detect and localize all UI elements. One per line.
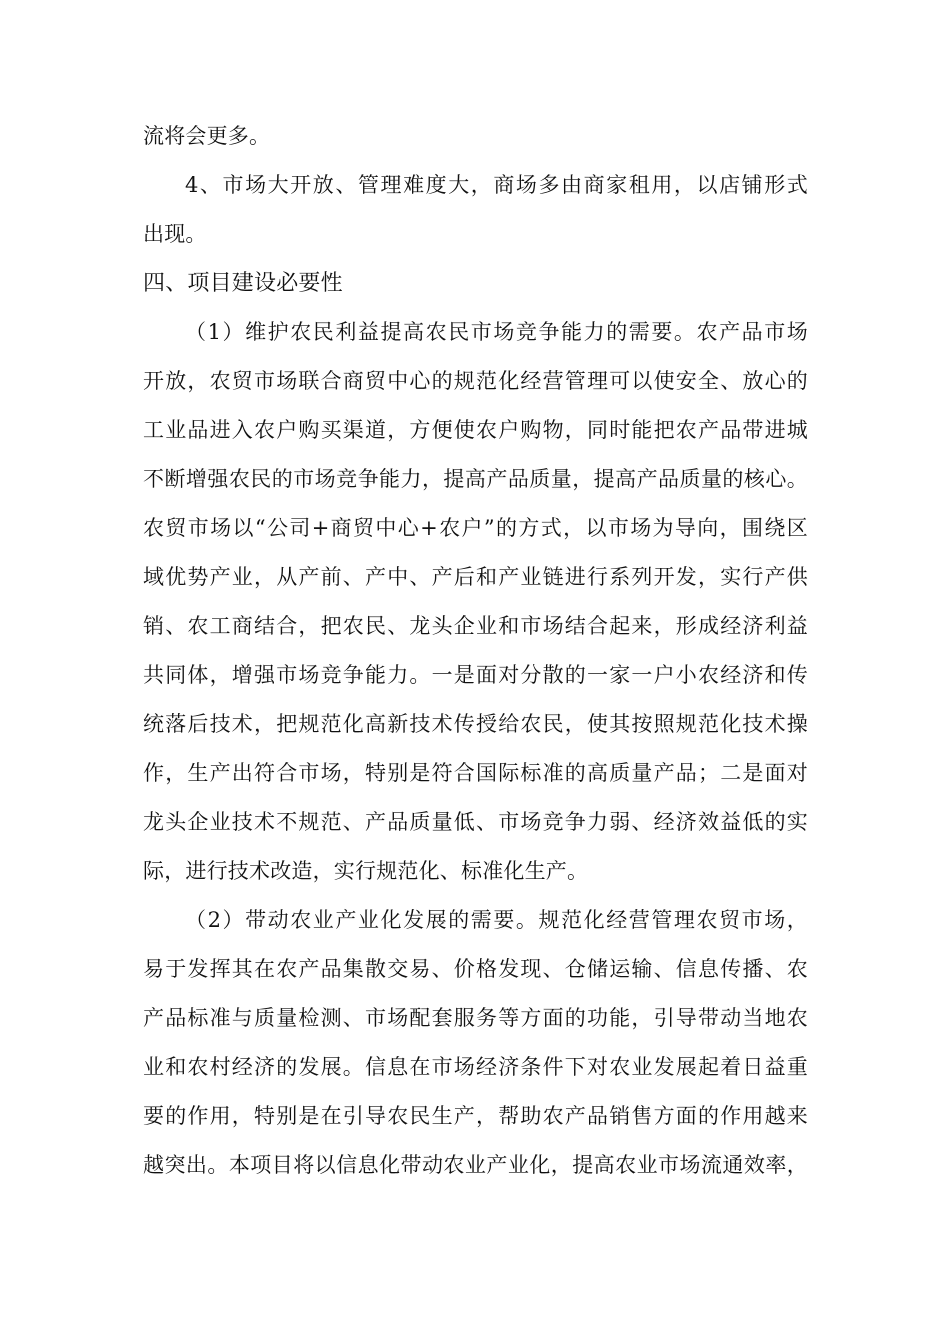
text-line: 销、农工商结合，把农民、龙头企业和市场结合起来，形成经济利益 [143,614,808,638]
text-line: 作，生产出符合市场，特别是符合国际标准的高质量产品；二是面对 [143,761,808,785]
text-line: 工业品进入农户购买渠道，方便使农户购物，同时能把农产品带进城 [143,418,808,442]
text-line: 不断增强农民的市场竞争能力，提高产品质量，提高产品质量的核心。 [143,467,808,491]
text-line: 业和农村经济的发展。信息在市场经济条件下对农业发展起着日益重 [143,1055,808,1079]
text-line: 开放，农贸市场联合商贸中心的规范化经营管理可以使安全、放心的 [143,369,808,393]
text-line: （2）带动农业产业化发展的需要。规范化经营管理农贸市场， [185,908,808,932]
text-line: 农贸市场以“公司+商贸中心+农户”的方式，以市场为导向，围绕区 [143,516,808,540]
text-line: 共同体，增强市场竞争能力。一是面对分散的一家一户小农经济和传 [143,663,808,687]
text-line: （1）维护农民利益提高农民市场竞争能力的需要。农产品市场 [185,320,808,344]
document-page [143,112,808,1190]
text-line: 龙头企业技术不规范、产品质量低、市场竞争力弱、经济效益低的实 [143,810,808,834]
document-body [143,112,808,1190]
text-line: 际，进行技术改造，实行规范化、标准化生产。 [143,859,589,883]
text-line: 4、市场大开放、管理难度大，商场多由商家租用，以店铺形式 [185,173,808,197]
section-heading: 四、项目建设必要性 [143,271,343,296]
text-line: 统落后技术，把规范化高新技术传授给农民，使其按照规范化技术操 [143,712,808,736]
text-line: 要的作用，特别是在引导农民生产，帮助农产品销售方面的作用越来 [143,1104,808,1128]
text-line: 域优势产业，从产前、产中、产后和产业链进行系列开发，实行产供 [143,565,808,589]
text-line: 易于发挥其在农产品集散交易、价格发现、仓储运输、信息传播、农 [143,957,808,981]
text-line: 产品标准与质量检测、市场配套服务等方面的功能，引导带动当地农 [143,1006,808,1030]
text-line: 出现。 [143,222,207,246]
text-line: 越突出。本项目将以信息化带动农业产业化，提高农业市场流通效率， [143,1153,808,1177]
text-line: 流将会更多。 [143,124,271,148]
